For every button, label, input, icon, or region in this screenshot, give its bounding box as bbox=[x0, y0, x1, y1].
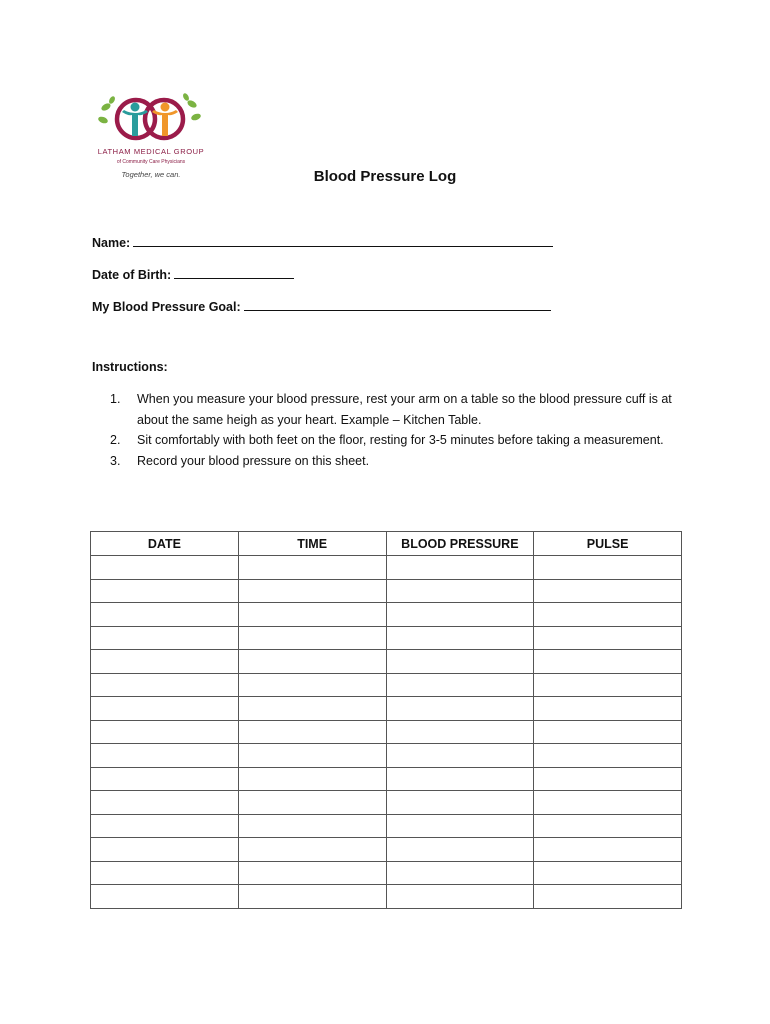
cell-blood-pressure[interactable] bbox=[386, 626, 534, 650]
cell-time[interactable] bbox=[238, 744, 386, 768]
goal-field[interactable] bbox=[92, 300, 551, 314]
table-row bbox=[91, 720, 682, 744]
cell-time[interactable] bbox=[238, 673, 386, 697]
cell-blood-pressure[interactable] bbox=[386, 744, 534, 768]
cell-pulse[interactable] bbox=[534, 626, 682, 650]
cell-blood-pressure[interactable] bbox=[386, 814, 534, 838]
cell-pulse[interactable] bbox=[534, 650, 682, 674]
cell-time[interactable] bbox=[238, 861, 386, 885]
cell-time[interactable] bbox=[238, 838, 386, 862]
cell-time[interactable] bbox=[238, 579, 386, 603]
cell-date[interactable] bbox=[91, 720, 239, 744]
cell-date[interactable] bbox=[91, 579, 239, 603]
cell-time[interactable] bbox=[238, 767, 386, 791]
instruction-item bbox=[110, 430, 680, 451]
cell-time[interactable] bbox=[238, 556, 386, 580]
instruction-number: 1. bbox=[110, 392, 121, 406]
cell-pulse[interactable] bbox=[534, 767, 682, 791]
logo-tagline: Together, we can. bbox=[121, 170, 181, 179]
cell-date[interactable] bbox=[91, 673, 239, 697]
cell-pulse[interactable] bbox=[534, 673, 682, 697]
cell-time[interactable] bbox=[238, 626, 386, 650]
goal-label: My Blood Pressure Goal: bbox=[92, 300, 241, 314]
instruction-text: Sit comfortably with both feet on the floor, resting for 3-5 minutes before taking a measurement. bbox=[137, 433, 664, 447]
logo-org-name: LATHAM MEDICAL GROUP bbox=[97, 147, 205, 156]
instruction-item bbox=[110, 389, 680, 430]
cell-blood-pressure[interactable] bbox=[386, 861, 534, 885]
logo-emblem-icon bbox=[92, 92, 210, 148]
column-header-time: TIME bbox=[238, 532, 386, 556]
cell-time[interactable] bbox=[238, 720, 386, 744]
cell-time[interactable] bbox=[238, 603, 386, 627]
page-title: Blood Pressure Log bbox=[313, 168, 457, 185]
name-field[interactable] bbox=[92, 236, 553, 250]
cell-date[interactable] bbox=[91, 838, 239, 862]
instructions-list bbox=[110, 389, 680, 471]
cell-time[interactable] bbox=[238, 885, 386, 909]
cell-date[interactable] bbox=[91, 861, 239, 885]
cell-time[interactable] bbox=[238, 791, 386, 815]
cell-blood-pressure[interactable] bbox=[386, 791, 534, 815]
table-row bbox=[91, 885, 682, 909]
table-row bbox=[91, 791, 682, 815]
cell-pulse[interactable] bbox=[534, 720, 682, 744]
table-row bbox=[91, 744, 682, 768]
cell-blood-pressure[interactable] bbox=[386, 838, 534, 862]
cell-pulse[interactable] bbox=[534, 603, 682, 627]
cell-blood-pressure[interactable] bbox=[386, 767, 534, 791]
cell-date[interactable] bbox=[91, 791, 239, 815]
cell-blood-pressure[interactable] bbox=[386, 579, 534, 603]
table-row bbox=[91, 579, 682, 603]
cell-date[interactable] bbox=[91, 556, 239, 580]
cell-date[interactable] bbox=[91, 767, 239, 791]
table-row bbox=[91, 650, 682, 674]
table-row bbox=[91, 814, 682, 838]
cell-pulse[interactable] bbox=[534, 791, 682, 815]
table-row bbox=[91, 861, 682, 885]
cell-pulse[interactable] bbox=[534, 697, 682, 721]
cell-blood-pressure[interactable] bbox=[386, 603, 534, 627]
column-header-pulse: PULSE bbox=[534, 532, 682, 556]
table-row bbox=[91, 673, 682, 697]
cell-date[interactable] bbox=[91, 603, 239, 627]
cell-pulse[interactable] bbox=[534, 861, 682, 885]
cell-blood-pressure[interactable] bbox=[386, 720, 534, 744]
column-header-blood-pressure: BLOOD PRESSURE bbox=[386, 532, 534, 556]
cell-blood-pressure[interactable] bbox=[386, 650, 534, 674]
table-row bbox=[91, 603, 682, 627]
column-header-date: DATE bbox=[91, 532, 239, 556]
cell-pulse[interactable] bbox=[534, 744, 682, 768]
cell-date[interactable] bbox=[91, 744, 239, 768]
table-row bbox=[91, 556, 682, 580]
cell-pulse[interactable] bbox=[534, 814, 682, 838]
table-body bbox=[91, 556, 682, 909]
table-row bbox=[91, 838, 682, 862]
instruction-item bbox=[110, 451, 680, 472]
table-header-row bbox=[91, 532, 682, 556]
table-row bbox=[91, 767, 682, 791]
cell-date[interactable] bbox=[91, 814, 239, 838]
instruction-text: When you measure your blood pressure, rest your arm on a table so the blood pressure cuff is at about the same heigh as your heart. Example – Kitchen Table. bbox=[137, 392, 672, 427]
dob-field[interactable] bbox=[92, 268, 294, 282]
cell-date[interactable] bbox=[91, 626, 239, 650]
cell-date[interactable] bbox=[91, 650, 239, 674]
cell-pulse[interactable] bbox=[534, 579, 682, 603]
cell-blood-pressure[interactable] bbox=[386, 556, 534, 580]
dob-label: Date of Birth: bbox=[92, 268, 172, 282]
cell-pulse[interactable] bbox=[534, 556, 682, 580]
table-row bbox=[91, 626, 682, 650]
instructions-heading: Instructions: bbox=[92, 360, 168, 374]
cell-date[interactable] bbox=[91, 697, 239, 721]
goal-blank-line[interactable] bbox=[244, 300, 551, 311]
instruction-number: 2. bbox=[110, 433, 121, 447]
table-row bbox=[91, 697, 682, 721]
cell-blood-pressure[interactable] bbox=[386, 673, 534, 697]
cell-time[interactable] bbox=[238, 814, 386, 838]
blood-pressure-log-table bbox=[90, 531, 682, 909]
name-label: Name: bbox=[92, 236, 131, 250]
logo-org-sub: of Community Care Physicians bbox=[116, 159, 186, 165]
name-blank-line[interactable] bbox=[133, 236, 553, 247]
cell-blood-pressure[interactable] bbox=[386, 885, 534, 909]
cell-pulse[interactable] bbox=[534, 838, 682, 862]
cell-blood-pressure[interactable] bbox=[386, 697, 534, 721]
dob-blank-line[interactable] bbox=[174, 268, 294, 279]
cell-pulse[interactable] bbox=[534, 885, 682, 909]
cell-time[interactable] bbox=[238, 650, 386, 674]
cell-date[interactable] bbox=[91, 885, 239, 909]
instruction-text: Record your blood pressure on this sheet. bbox=[137, 453, 370, 468]
instruction-number: 3. bbox=[110, 453, 121, 468]
cell-time[interactable] bbox=[238, 697, 386, 721]
